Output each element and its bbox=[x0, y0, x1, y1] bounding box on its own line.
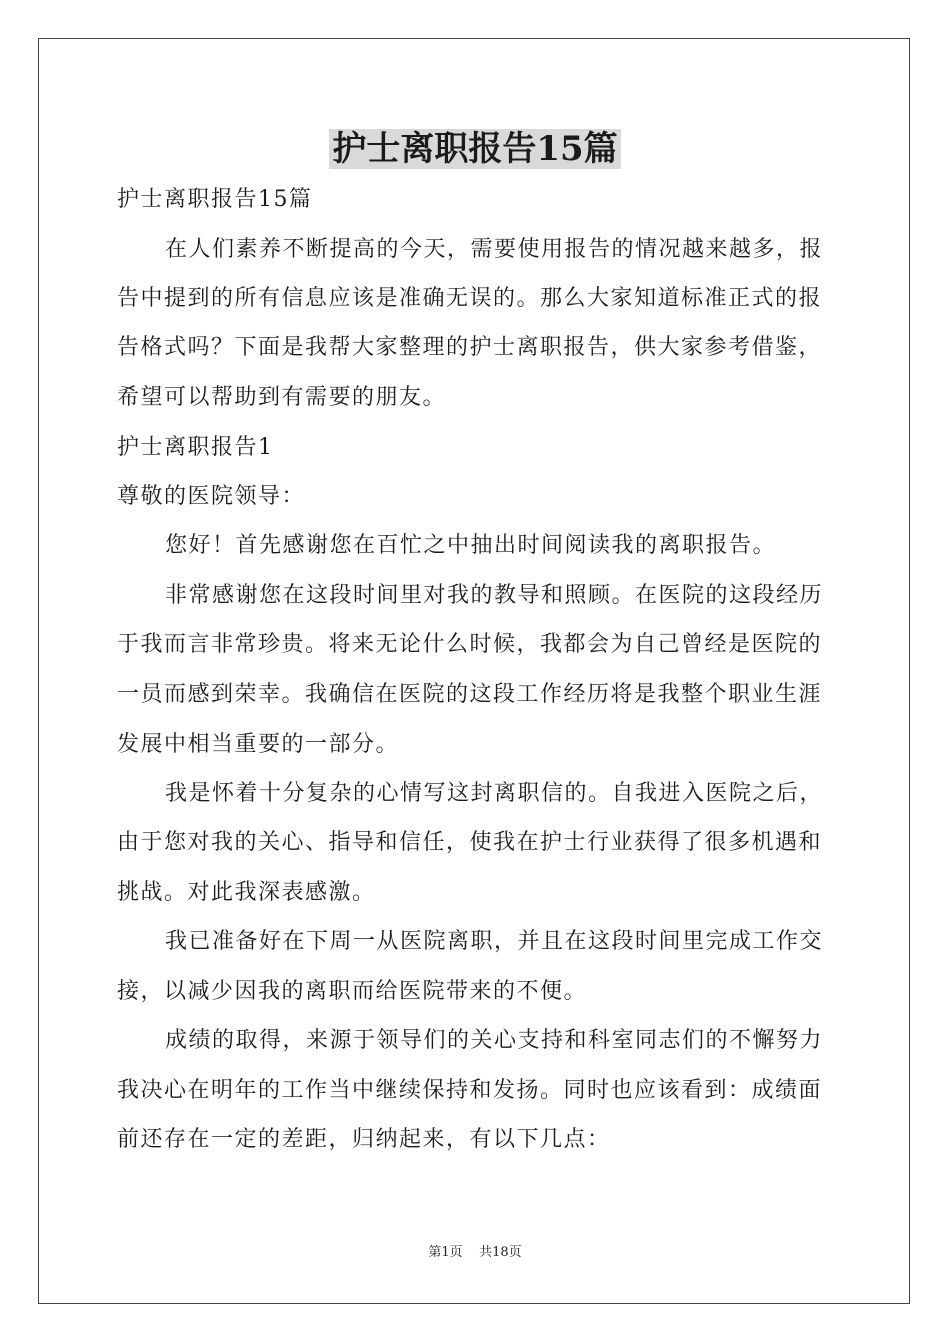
salutation: 尊敬的医院领导： bbox=[117, 484, 306, 509]
document-title-text: 护士离职报告15篇 bbox=[329, 129, 620, 169]
intro-line: 告中提到的所有信息应该是准确无误的。那么大家知道标准正式的报 bbox=[117, 286, 823, 311]
page-footer bbox=[0, 1243, 950, 1263]
paragraph-line: 接，以减少因我的离职而给医院带来的不便。 bbox=[117, 979, 588, 1004]
paragraph-line: 我是怀着十分复杂的心情写这封离职信的。自我进入医院之后， bbox=[165, 781, 824, 806]
paragraph-line: 由于您对我的关心、指导和信任，使我在护士行业获得了很多机遇和 bbox=[117, 830, 823, 855]
paragraph-line: 我已准备好在下周一从医院离职，并且在这段时间里完成工作交 bbox=[165, 929, 824, 954]
paragraph-line: 一员而感到荣幸。我确信在医院的这段工作经历将是我整个职业生涯 bbox=[117, 682, 823, 707]
paragraph-line: 您好！首先感谢您在百忙之中抽出时间阅读我的离职报告。 bbox=[165, 533, 777, 558]
document-title bbox=[0, 126, 950, 172]
paragraph-line: 发展中相当重要的一部分。 bbox=[117, 732, 400, 757]
paragraph-line: 我决心在明年的工作当中继续保持和发扬。同时也应该看到：成绩面 bbox=[117, 1078, 823, 1103]
page-frame bbox=[38, 38, 910, 1304]
section-heading: 护士离职报告1 bbox=[117, 435, 274, 460]
paragraph-line: 非常感谢您在这段时间里对我的教导和照顾。在医院的这段经历 bbox=[165, 583, 824, 608]
intro-line: 希望可以帮助到有需要的朋友。 bbox=[117, 385, 447, 410]
paragraph-line: 于我而言非常珍贵。将来无论什么时候，我都会为自己曾经是医院的 bbox=[117, 632, 823, 657]
paragraph-line: 前还存在一定的差距，归纳起来，有以下几点： bbox=[117, 1127, 611, 1152]
intro-line: 告格式吗？下面是我帮大家整理的护士离职报告，供大家参考借鉴， bbox=[117, 335, 823, 360]
document-subtitle: 护士离职报告15篇 bbox=[117, 187, 313, 212]
page-total: 共18页 bbox=[479, 1245, 522, 1260]
paragraph-line: 成绩的取得，来源于领导们的关心支持和科室同志们的不懈努力 bbox=[165, 1028, 824, 1053]
page-number: 第1页 bbox=[428, 1245, 463, 1260]
paragraph-line: 挑战。对此我深表感激。 bbox=[117, 880, 376, 905]
intro-line: 在人们素养不断提高的今天，需要使用报告的情况越来越多，报 bbox=[165, 237, 824, 262]
